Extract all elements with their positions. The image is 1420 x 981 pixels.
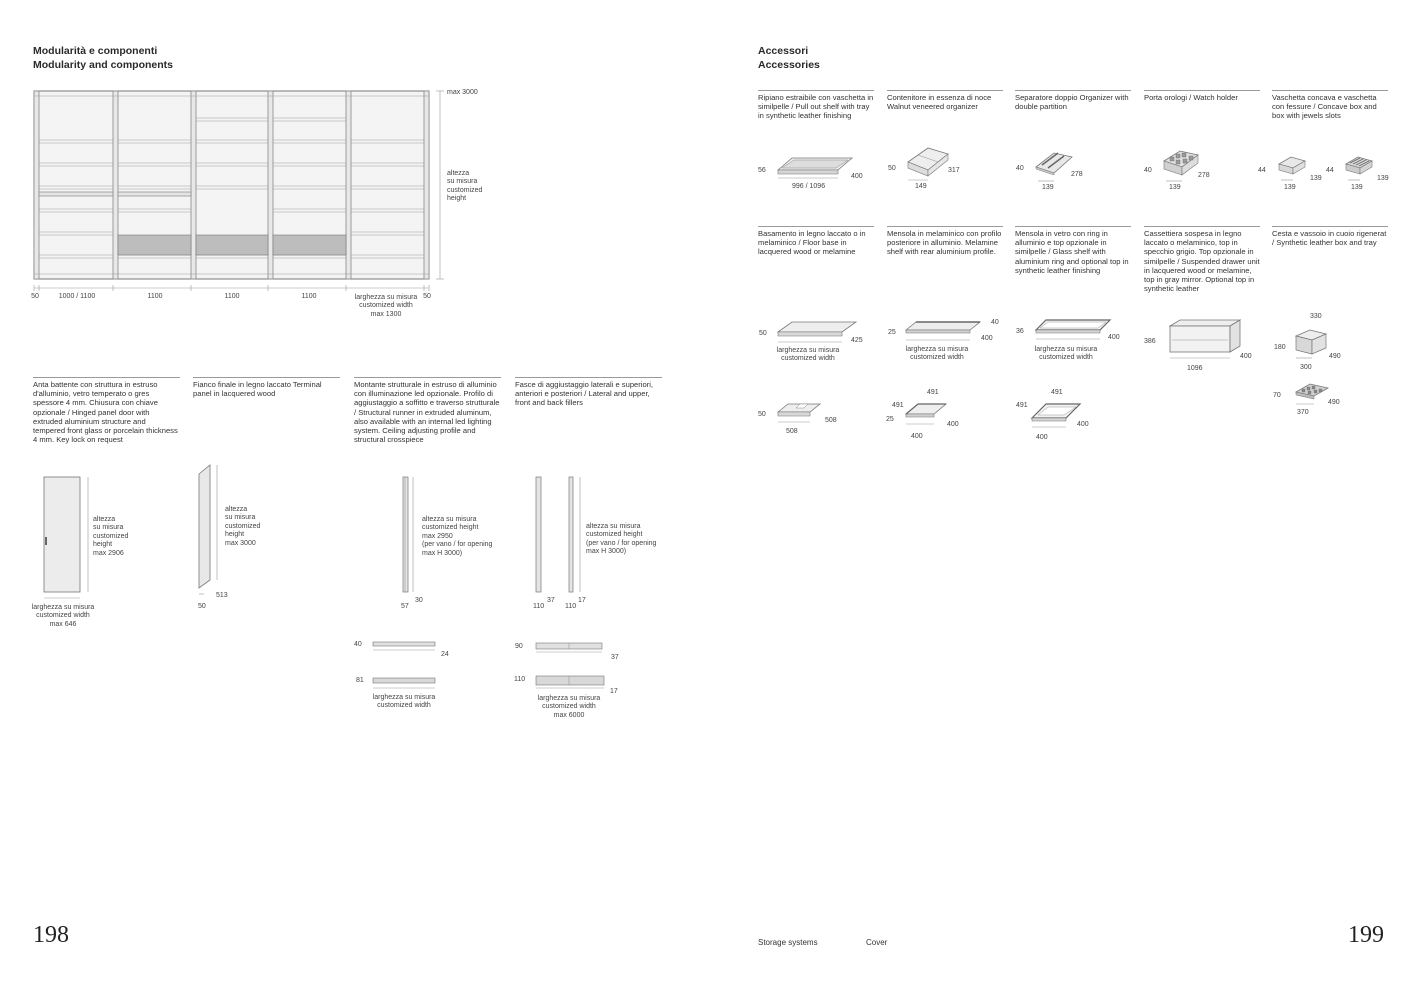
- accessory-desc-leather-box: Cesta e vassoio in cuoio rigenerat / Synthetic leather box and tray: [1272, 229, 1387, 248]
- dim: 40: [1016, 165, 1024, 172]
- dim: 386: [1144, 338, 1156, 345]
- walnut-organizer-drawing: [900, 140, 960, 185]
- dim: 508: [825, 417, 837, 424]
- runner-dim: 30: [415, 597, 423, 604]
- filler-height-line: customized height: [586, 531, 643, 539]
- component-desc-runner: Montante strutturale in estruso di alluminio con illuminazione led opzionale. Profilo di aggiustaggio a soffitto e traverso strutturale / Structural runner in extruded aluminum, also available with an internal led lighting system. Ceiling adjusting profile and structural crosspiece: [354, 380, 500, 445]
- divider: [1144, 90, 1260, 91]
- custom-height-line: su misura: [447, 178, 478, 186]
- dim: 25: [888, 329, 896, 336]
- dim: 139: [1042, 184, 1054, 191]
- floor-base-corner-drawing: [772, 398, 832, 428]
- melamine-shelf-width-line: larghezza su misura: [905, 346, 969, 353]
- jewel-slot-box-drawing: [1342, 152, 1382, 187]
- custom-height-label: [447, 170, 482, 204]
- divider: [515, 377, 662, 378]
- dim: 278: [1198, 172, 1210, 179]
- page-number-left: 198: [33, 922, 69, 948]
- door-width-line: larghezza su misura: [31, 604, 95, 611]
- divider: [887, 90, 1003, 91]
- custom-height-line: customized: [447, 186, 483, 194]
- divider: [887, 226, 1003, 227]
- component-desc-terminal-panel: Fianco finale in legno laccato Terminal panel in lacquered wood: [193, 380, 322, 399]
- dim: 491: [892, 402, 904, 409]
- width-dim: 1100: [301, 293, 317, 300]
- dim: 400: [1108, 334, 1120, 341]
- floor-base-width-label: [770, 347, 846, 364]
- storage-elevation-drawing: [30, 88, 450, 293]
- runner-height-line: altezza su misura: [422, 516, 477, 523]
- door-height-line: customized: [93, 532, 129, 540]
- divider: [1272, 90, 1388, 91]
- component-desc-fillers: Fasce di aggiustaggio laterali e superiori, anteriori e posteriori / Lateral and upper, front and back fillers: [515, 380, 654, 408]
- accessory-desc-double-partition: Separatore doppio Organizer with double partition: [1015, 93, 1129, 112]
- runner-rail-drawing: [365, 638, 445, 693]
- custom-width-line: customized width: [359, 302, 413, 310]
- dim: 50: [759, 330, 767, 337]
- dim: 491: [927, 389, 939, 396]
- accessory-desc-walnut-organizer: Contenitore in essenza di noce Walnut veneered organizer: [887, 93, 992, 112]
- divider: [354, 377, 501, 378]
- dim: 149: [915, 183, 927, 190]
- glass-shelf-width-label: [1028, 346, 1104, 363]
- width-dim: 50: [423, 293, 431, 300]
- footer-section-link[interactable]: Storage systems: [758, 938, 818, 947]
- runner-height-line: max 2950: [422, 532, 453, 540]
- melamine-shelf-width-line: customized width: [910, 354, 964, 362]
- door-height-line: max 2906: [93, 549, 124, 557]
- dim: 50: [888, 165, 896, 172]
- filler-rail-drawing: [528, 638, 618, 698]
- door-width-line: max 646: [49, 620, 77, 628]
- dim: 40: [1144, 167, 1152, 174]
- left-title-it: Modularità e componenti: [33, 45, 158, 57]
- width-dim: 50: [31, 293, 39, 300]
- filler-height-line: (per vano / for opening: [586, 539, 657, 547]
- dim: 425: [851, 337, 863, 344]
- filler-drawing: [530, 472, 590, 602]
- glass-shelf-width-line: larghezza su misura: [1034, 346, 1098, 353]
- concave-box-drawing: [1275, 152, 1315, 187]
- door-height-label: [93, 516, 128, 558]
- filler-width-label: [527, 695, 611, 720]
- melamine-corner-shelf-drawing: [902, 398, 952, 428]
- dim: 56: [758, 167, 766, 174]
- door-width-label: [28, 604, 98, 629]
- dim: 300: [1300, 364, 1312, 371]
- dim: 139: [1351, 184, 1363, 191]
- dim: 491: [1051, 389, 1063, 396]
- dim: 491: [1016, 402, 1028, 409]
- terminal-dim: 50: [198, 603, 206, 610]
- divider: [1015, 226, 1131, 227]
- right-title-en: Accessories: [758, 59, 820, 71]
- divider: [193, 377, 340, 378]
- dim: 36: [1016, 328, 1024, 335]
- glass-shelf-width-line: customized width: [1039, 354, 1093, 362]
- dim: 400: [1240, 353, 1252, 360]
- dim: 50: [758, 411, 766, 418]
- filler-height-label: [586, 523, 656, 557]
- divider: [758, 226, 874, 227]
- dim: 400: [1036, 434, 1048, 441]
- filler-rail-dim: 17: [610, 688, 618, 695]
- divider: [1272, 226, 1388, 227]
- dim: 139: [1377, 175, 1389, 182]
- filler-width-line: larghezza su misura: [537, 695, 601, 702]
- door-height-line: altezza: [93, 516, 116, 523]
- dim: 180: [1274, 344, 1286, 351]
- rail-dim: 40: [354, 641, 362, 648]
- custom-height-line: altezza: [447, 170, 470, 177]
- dim: 44: [1258, 167, 1266, 174]
- width-dim: 1100: [147, 293, 163, 300]
- dim: 139: [1284, 184, 1296, 191]
- accessory-desc-glass-shelf: Mensola in vetro con ring in alluminio e top opzionale in similpelle / Glass shelf with aluminium ring and optional top in synthetic leather finishing: [1015, 229, 1129, 275]
- filler-width-line: max 6000: [553, 711, 585, 719]
- dim: 1096: [1187, 365, 1203, 372]
- door-drawing: [36, 472, 96, 602]
- dim: 400: [981, 335, 993, 342]
- custom-width-line: larghezza su misura: [354, 294, 418, 301]
- filler-dim: 110: [565, 603, 577, 610]
- dim: 139: [1310, 175, 1322, 182]
- dim: 278: [1071, 171, 1083, 178]
- dim: 70: [1273, 392, 1281, 399]
- glass-shelf-drawing: [1030, 316, 1115, 346]
- accessory-desc-melamine-shelf: Mensola in melaminico con profilo posteriore in alluminio. Melamine shelf with rear aluminium profile.: [887, 229, 1002, 257]
- dim: 44: [1326, 167, 1334, 174]
- accessory-desc-floor-base: Basamento in legno laccato o in melaminico / Floor base in lacquered wood or melamine: [758, 229, 866, 257]
- dim: 400: [947, 421, 959, 428]
- terminal-height-line: height: [225, 531, 245, 539]
- terminal-height-label: [225, 506, 260, 548]
- drawer-unit-drawing: [1162, 316, 1252, 366]
- runner-dim: 57: [401, 603, 409, 610]
- filler-width-line: customized width: [542, 703, 596, 711]
- left-title-en: Modularity and components: [33, 59, 174, 71]
- dim: 400: [851, 173, 863, 180]
- floor-base-width-line: larghezza su misura: [776, 347, 840, 354]
- terminal-dim: 513: [216, 592, 228, 599]
- accessory-desc-concave-box: Vaschetta concava e vaschetta con fessure / Concave box and box with jewels slots: [1272, 93, 1377, 121]
- runner-drawing: [398, 472, 418, 602]
- door-height-line: height: [93, 541, 113, 549]
- floor-base-drawing: [772, 318, 862, 348]
- door-height-line: su misura: [93, 524, 124, 532]
- runner-height-label: [422, 516, 492, 558]
- runner-width-line: larghezza su misura: [372, 694, 436, 701]
- accessory-desc-drawer-unit: Cassettiera sospesa in legno laccato o melaminico, top in specchio grigio. Top opzionale in similpelle / Suspended drawer unit in lacquered wood or melamine, top in gray mirror. Optional top in synthetic leather: [1144, 229, 1260, 294]
- terminal-height-line: altezza: [225, 506, 248, 513]
- rail-dim: 81: [356, 677, 364, 684]
- divider: [1144, 226, 1260, 227]
- right-title-it: Accessori: [758, 45, 809, 57]
- component-desc-door: Anta battente con struttura in estruso d'alluminio, vetro temperato o gres spessore 4 mm. Chiusura con chiave opzionale / Hinged panel door with extruded aluminium structure and tempered front glass or porcelain thickness 4 mm. Key lock on request: [33, 380, 178, 445]
- filler-dim: 110: [533, 603, 545, 610]
- dim: 370: [1297, 409, 1309, 416]
- filler-dim: 37: [547, 597, 555, 604]
- accessory-desc-pullout-shelf: Ripiano estraibile con vaschetta in similpelle / Pull out shelf with tray in synthetic leather finishing: [758, 93, 874, 121]
- custom-height-line: height: [447, 195, 467, 203]
- dim: 317: [948, 167, 960, 174]
- dim: 490: [1328, 399, 1340, 406]
- custom-width-line: max 1300: [370, 310, 402, 318]
- runner-height-line: (per vano / for opening: [422, 541, 493, 549]
- filler-dim: 17: [578, 597, 586, 604]
- runner-height-line: customized height: [422, 524, 479, 532]
- divider: [758, 90, 874, 91]
- runner-width-line: customized width: [377, 702, 431, 710]
- runner-width-label: [362, 694, 446, 711]
- divider: [1015, 90, 1131, 91]
- filler-rail-dim: 90: [515, 643, 523, 650]
- dim: 400: [1077, 421, 1089, 428]
- dim: 508: [786, 428, 798, 435]
- footer-cover-link[interactable]: Cover: [866, 938, 888, 947]
- width-dim: 1000 / 1100: [58, 293, 96, 300]
- door-width-line: customized width: [36, 612, 90, 620]
- divider: [33, 377, 180, 378]
- runner-height-line: max H 3000): [422, 549, 463, 557]
- accessory-desc-watch-holder: Porta orologi / Watch holder: [1144, 93, 1238, 102]
- filler-height-line: max H 3000): [586, 548, 627, 556]
- melamine-shelf-drawing: [900, 318, 985, 348]
- filler-rail-dim: 37: [611, 654, 619, 661]
- dim: 40: [991, 319, 999, 326]
- dim: 139: [1169, 184, 1181, 191]
- melamine-shelf-width-label: [899, 346, 975, 363]
- dim: 25: [886, 416, 894, 423]
- dim: 996 / 1096: [792, 183, 826, 190]
- filler-rail-dim: 110: [514, 676, 526, 683]
- filler-height-line: altezza su misura: [586, 523, 641, 530]
- dim: 400: [911, 433, 923, 440]
- terminal-panel-drawing: [196, 462, 226, 597]
- dim: 330: [1310, 313, 1322, 320]
- max-height-label: max 3000: [447, 89, 478, 96]
- page-number-right: 199: [1348, 922, 1384, 948]
- terminal-height-line: max 3000: [225, 539, 256, 547]
- terminal-height-line: customized: [225, 522, 261, 530]
- rail-dim: 24: [441, 651, 449, 658]
- floor-base-width-line: customized width: [781, 355, 835, 363]
- dim: 490: [1329, 353, 1341, 360]
- terminal-height-line: su misura: [225, 514, 256, 522]
- custom-width-label: [346, 294, 426, 319]
- width-dim: 1100: [224, 293, 240, 300]
